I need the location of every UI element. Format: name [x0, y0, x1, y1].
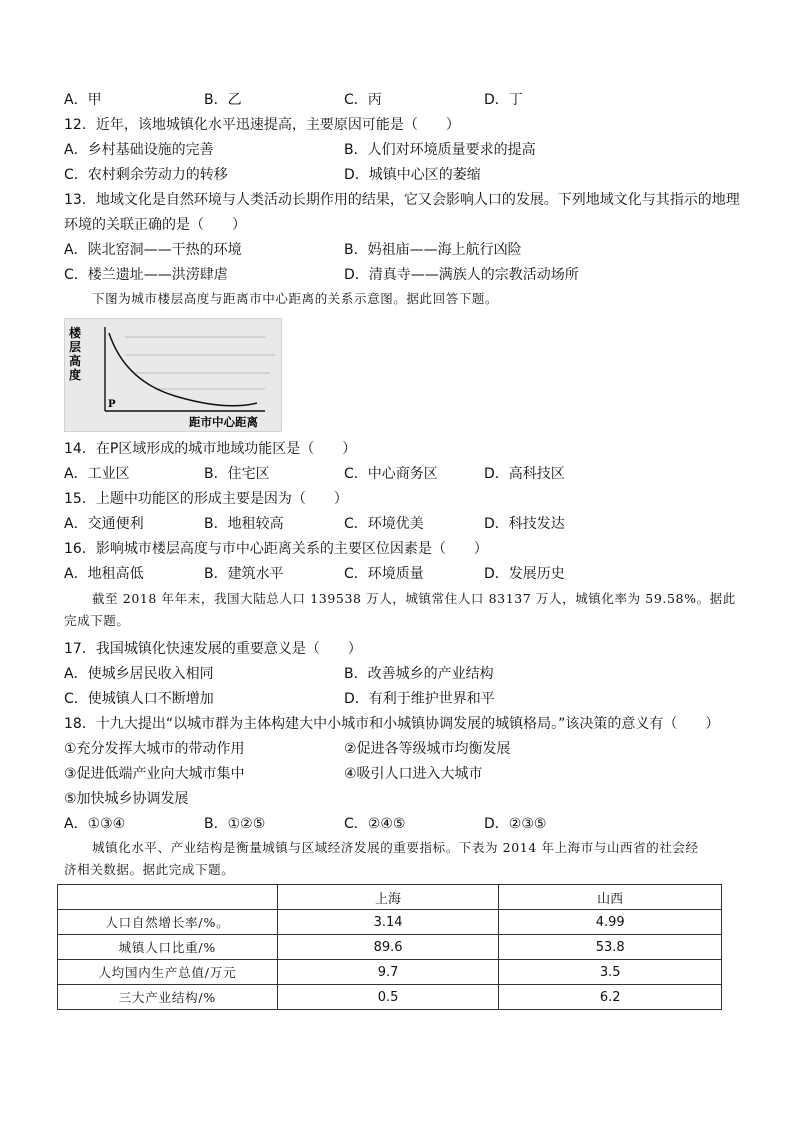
q18-item-3: ③促进低端产业向大城市集中	[64, 766, 245, 782]
q11-option-d: D．丁	[484, 92, 523, 108]
q15-option-c: C．环境优美	[344, 516, 424, 532]
floor-height-diagram	[65, 319, 281, 431]
q14-option-c: C．中心商务区	[344, 466, 438, 482]
table-cell: 三大产业结构/%	[58, 985, 278, 1010]
table-cell: 3.5	[499, 960, 722, 985]
table-header-cell	[58, 885, 278, 910]
q13-option-d: D．清真寺——满族人的宗教活动场所	[344, 267, 579, 283]
floor-height-figure	[64, 318, 282, 432]
q16-stem: 16．影响城市楼层高度与市中心距离关系的主要区位因素是（ ）	[64, 541, 488, 557]
q11-option-b: B．乙	[204, 92, 242, 108]
intro-figure: 下图为城市楼层高度与距离市中心距离的关系示意图。据此回答下题。	[92, 291, 499, 306]
intro-table-line2: 济相关数据。据此完成下题。	[64, 862, 235, 877]
table-header-cell: 上海	[277, 885, 499, 910]
table-cell: 53.8	[499, 935, 722, 960]
table-cell: 89.6	[277, 935, 499, 960]
q18-option-c: C．②④⑤	[344, 816, 406, 832]
intro-population-line2: 完成下题。	[64, 613, 130, 628]
x-axis-label: 距市中心距离	[189, 415, 258, 429]
q16-option-b: B．建筑水平	[204, 566, 284, 582]
q15-option-b: B．地租较高	[204, 516, 284, 532]
q15-stem: 15．上题中功能区的形成主要是因为（ ）	[64, 491, 348, 507]
table-cell: 9.7	[277, 960, 499, 985]
q16-option-a: A．地租高低	[64, 566, 144, 582]
faded-background-text	[125, 337, 275, 389]
table-cell: 3.14	[277, 910, 499, 935]
q15-option-d: D．科技发达	[484, 516, 565, 532]
q16-option-d: D．发展历史	[484, 566, 565, 582]
table-header-row	[58, 885, 722, 910]
q18-option-a: A．①③④	[64, 816, 126, 832]
q14-option-a: A．工业区	[64, 466, 130, 482]
q16-option-c: C．环境质量	[344, 566, 424, 582]
q18-option-d: D．②③⑤	[484, 816, 547, 832]
q17-stem: 17．我国城镇化快速发展的重要意义是（ ）	[64, 641, 362, 657]
q18-item-2: ②促进各等级城市均衡发展	[344, 741, 511, 757]
table-cell: 人口自然增长率/%。	[58, 910, 278, 935]
q12-option-d: D．城镇中心区的萎缩	[344, 167, 481, 183]
table-cell: 0.5	[277, 985, 499, 1010]
q14-stem: 14．在P区域形成的城市地域功能区是（ ）	[64, 441, 357, 457]
q12-stem: 12．近年，该地城镇化水平迅速提高，主要原因可能是（ ）	[64, 117, 460, 133]
q14-option-b: B．住宅区	[204, 466, 270, 482]
q11-option-c: C．丙	[344, 92, 382, 108]
q18-item-4: ④吸引人口进入大城市	[344, 766, 483, 782]
point-p-label: P	[108, 399, 116, 410]
table-row	[58, 910, 722, 935]
q17-option-b: B．改善城乡的产业结构	[344, 666, 494, 682]
q12-option-b: B．人们对环境质量要求的提高	[344, 142, 536, 158]
q14-option-d: D．高科技区	[484, 466, 565, 482]
y-label-4: 度	[69, 368, 82, 382]
table-header-cell: 山西	[499, 885, 722, 910]
table-row	[58, 935, 722, 960]
shanghai-shanxi-table	[57, 884, 722, 1010]
table-cell: 城镇人口比重/%	[58, 935, 278, 960]
intro-table-line1: 城镇化水平、产业结构是衡量城镇与区域经济发展的重要指标。下表为 2014 年上海市与山西省的社会经	[92, 840, 699, 855]
table-row	[58, 960, 722, 985]
table-cell: 4.99	[499, 910, 722, 935]
q11-option-a: A．甲	[64, 92, 102, 108]
q15-option-a: A．交通便利	[64, 516, 144, 532]
q18-item-1: ①充分发挥大城市的带动作用	[64, 741, 245, 757]
q12-option-c: C．农村剩余劳动力的转移	[64, 167, 228, 183]
q13-stem-line1: 13．地域文化是自然环境与人类活动长期作用的结果，它又会影响人口的发展。下列地域文化与其指示的地理	[64, 192, 740, 208]
y-label-1: 楼	[69, 326, 82, 340]
table-row	[58, 985, 722, 1010]
q13-option-b: B．妈祖庙——海上航行凶险	[344, 242, 522, 258]
table-cell: 人均国内生产总值/万元	[58, 960, 278, 985]
q13-option-a: A．陕北窑洞——干热的环境	[64, 242, 242, 258]
q18-option-b: B．①②⑤	[204, 816, 266, 832]
q13-stem-line2: 环境的关联正确的是（ ）	[64, 217, 246, 233]
q17-option-d: D．有利于维护世界和平	[344, 691, 495, 707]
q13-option-c: C．楼兰遗址——洪涝肆虐	[64, 267, 228, 283]
q18-stem: 18．十九大提出“以城市群为主体构建大中小城市和小城镇协调发展的城镇格局。”该决策的意义有（ ）	[64, 716, 720, 732]
table-cell: 6.2	[499, 985, 722, 1010]
q17-option-a: A．使城乡居民收入相同	[64, 666, 214, 682]
q12-option-a: A．乡村基础设施的完善	[64, 142, 214, 158]
y-label-2: 层	[69, 340, 82, 354]
q18-item-5: ⑤加快城乡协调发展	[64, 791, 189, 807]
q17-option-c: C．使城镇人口不断增加	[64, 691, 214, 707]
height-curve	[109, 333, 257, 406]
y-label-3: 高	[69, 354, 82, 368]
intro-population-line1: 截至 2018 年年末，我国大陆总人口 139538 万人，城镇常住人口 83137 万人，城镇化率为 59.58%。据此	[92, 591, 736, 606]
